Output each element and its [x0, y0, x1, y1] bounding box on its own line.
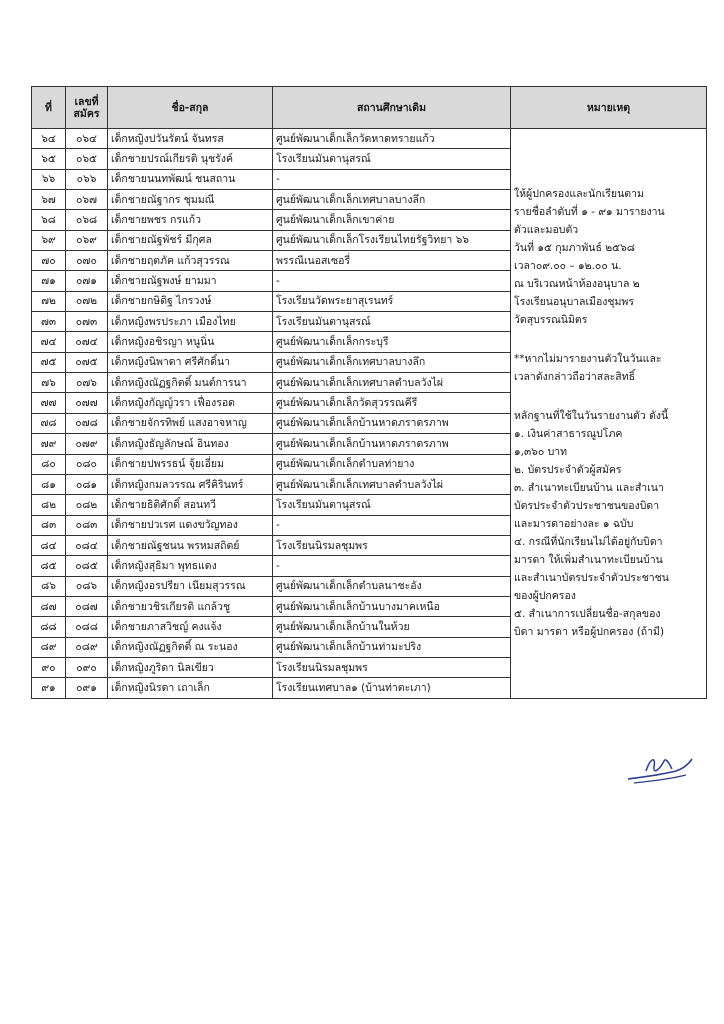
previous-school-cell: โรงเรียนมันตานุสรณ์ [273, 312, 511, 332]
previous-school-cell: ศูนย์พัฒนาเด็กเล็กบ้านหาดภราดรภาพ [273, 413, 511, 433]
previous-school-cell: ศูนย์พัฒนาเด็กเล็กโรงเรียนไทยรัฐวิทยา ๖๖ [273, 230, 511, 250]
application-id-cell: ๐๘๐ [66, 454, 108, 474]
remark-evidence-line: ๓. สำเนาทะเบียนบ้าน และสำเนา [514, 482, 664, 495]
registration-table [31, 86, 707, 699]
previous-school-cell: - [273, 169, 511, 189]
remark-evidence-line: หลักฐานที่ใช้ในวันรายงานตัว ดังนี้ [514, 410, 669, 423]
previous-school-cell: - [273, 515, 511, 535]
row-number-cell: ๗๔ [32, 332, 66, 352]
row-number-cell: ๘๐ [32, 454, 66, 474]
previous-school-cell: โรงเรียนเทศบาล๑ (บ้านท่าตะเภา) [273, 678, 511, 698]
application-id-cell: ๐๙๑ [66, 678, 108, 698]
previous-school-cell: ศูนย์พัฒนาเด็กเล็กวัดหาดทรายแก้ว [273, 129, 511, 149]
remark-schedule-line: โรงเรียนอนุบาลเมืองชุมพร [514, 296, 634, 309]
row-number-cell: ๙๐ [32, 657, 66, 677]
application-id-cell: ๐๗๒ [66, 291, 108, 311]
application-id-cell: ๐๖๖ [66, 169, 108, 189]
remark-evidence-line: ๑,๓๖๐ บาท [514, 446, 568, 459]
application-id-cell: ๐๗๔ [66, 332, 108, 352]
student-name-cell: เด็กหญิงณัฏฐกิตติ์ ณ ระนอง [108, 637, 273, 657]
application-id-cell: ๐๘๕ [66, 556, 108, 576]
remark-schedule-line: ณ บริเวณหน้าห้องอนุบาล ๒ [514, 278, 640, 291]
row-number-cell: ๖๗ [32, 190, 66, 210]
previous-school-cell: ศูนย์พัฒนาเด็กเล็กตำบลนาชะอัง [273, 576, 511, 596]
remark-schedule-line: เวลา๐๙.๐๐ – ๑๒.๐๐ น. [514, 260, 622, 273]
student-name-cell: เด็กหญิงกมลวรรณ ศรีคิรินทร์ [108, 474, 273, 494]
row-number-cell: ๘๙ [32, 637, 66, 657]
student-name-cell: เด็กหญิงนิพาดา ศรีศักดิ์นา [108, 352, 273, 372]
remark-evidence-line: ๔. กรณีที่นักเรียนไม่ได้อยู่กับบิดา [514, 536, 663, 549]
row-number-cell: ๘๓ [32, 515, 66, 535]
row-number-cell: ๗๗ [32, 393, 66, 413]
row-number-cell: ๖๔ [32, 129, 66, 149]
student-name-cell: เด็กชายจักรทิพย์ แสงอาจหาญ [108, 413, 273, 433]
row-number-cell: ๗๐ [32, 251, 66, 271]
student-name-cell: เด็กหญิงกัญญ์วรา เฟื่องรอด [108, 393, 273, 413]
table-row [32, 129, 707, 149]
student-name-cell: เด็กชายณัฐพงษ์ ยามมา [108, 271, 273, 291]
student-name-cell: เด็กชายณัฐชนน พรหมสถิตย์ [108, 535, 273, 555]
student-name-cell: เด็กชายปวเรศ แดงขวัญทอง [108, 515, 273, 535]
row-number-cell: ๖๖ [32, 169, 66, 189]
previous-school-cell: ศูนย์พัฒนาเด็กเล็กบ้านหาดภราดรภาพ [273, 434, 511, 454]
remark-spacer [514, 386, 703, 407]
remark-evidence-line: มารดา ให้เพิ่มสำเนาทะเบียนบ้าน [514, 554, 663, 567]
application-id-cell: ๐๘๒ [66, 495, 108, 515]
row-number-cell: ๘๒ [32, 495, 66, 515]
application-id-cell: ๐๘๑ [66, 474, 108, 494]
student-name-cell: เด็กชายพชร กรแก้ว [108, 210, 273, 230]
student-name-cell: เด็กหญิงภูริดา นิลเขียว [108, 657, 273, 677]
signature-mark [626, 747, 696, 787]
previous-school-cell: ศูนย์พัฒนาเด็กเล็กเทศบาลตำบลวังไผ่ [273, 373, 511, 393]
remark-warning-line: **หากไม่มารายงานตัวในวันและ [514, 353, 662, 366]
previous-school-cell: ศูนย์พัฒนาเด็กเล็กวัดสุวรรณคีรี [273, 393, 511, 413]
row-number-cell: ๖๕ [32, 149, 66, 169]
application-id-cell: ๐๖๘ [66, 210, 108, 230]
previous-school-cell: ศูนย์พัฒนาเด็กเล็กบ้านบางมาคเหนือ [273, 596, 511, 616]
application-id-cell: ๐๘๓ [66, 515, 108, 535]
row-number-cell: ๘๔ [32, 535, 66, 555]
previous-school-cell: ศูนย์พัฒนาเด็กเล็กเทศบาลบางลึก [273, 190, 511, 210]
remark-evidence-line: และมารดาอย่างละ ๑ ฉบับ [514, 518, 634, 531]
application-id-cell: ๐๘๙ [66, 637, 108, 657]
remark-evidence-line: ๕. สำเนาการเปลี่ยนชื่อ-สกุลของ [514, 608, 661, 621]
row-number-cell: ๗๒ [32, 291, 66, 311]
student-name-cell: เด็กชายฤตภัค แก้วสุวรรณ [108, 251, 273, 271]
application-id-cell: ๐๗๖ [66, 373, 108, 393]
header-remarks: หมายเหตุ [511, 87, 707, 129]
student-name-cell: เด็กหญิงอชิรญา หนูนิ่น [108, 332, 273, 352]
application-id-cell: ๐๖๗ [66, 190, 108, 210]
application-id-cell: ๐๗๑ [66, 271, 108, 291]
student-name-cell: เด็กชายปรณ์เกียรติ นุชรังค์ [108, 149, 273, 169]
application-id-cell: ๐๘๘ [66, 617, 108, 637]
previous-school-cell: โรงเรียนวัดพระยาสุเรนทร์ [273, 291, 511, 311]
row-number-cell: ๗๓ [32, 312, 66, 332]
remark-evidence-line: บัตรประจำตัวประชาชนของบิดา [514, 500, 660, 513]
remark-warning-line: เวลาดังกล่าวถือว่าสละสิทธิ์ [514, 371, 636, 384]
student-name-cell: เด็กชายภาสวิชญ์ คงแจ้ง [108, 617, 273, 637]
student-name-cell: เด็กชายกษิดิฐ ไกรวงษ์ [108, 291, 273, 311]
remark-schedule-line: ให้ผู้ปกครองและนักเรียนตาม [514, 188, 644, 201]
student-name-cell: เด็กหญิงนิรดา เถาเล็ก [108, 678, 273, 698]
table-header-row [32, 87, 707, 129]
row-number-cell: ๘๘ [32, 617, 66, 637]
student-name-cell: เด็กชายธิติศักดิ์ สอนทวี [108, 495, 273, 515]
student-name-cell: เด็กหญิงสุธิมา พุทธแดง [108, 556, 273, 576]
remark-evidence-line: บิดา มารดา หรือผู้ปกครอง (ถ้ามี) [514, 626, 665, 639]
remark-evidence-line: และสำเนาบัตรประจำตัวประชาชน [514, 572, 669, 585]
row-number-cell: ๘๕ [32, 556, 66, 576]
header-previous-school: สถานศึกษาเดิม [273, 87, 511, 129]
remark-schedule-line: วัดสุบรรณนิมิตร [514, 314, 588, 327]
header-application-id: เลขที่ สมัคร [66, 87, 108, 129]
row-number-cell: ๘๖ [32, 576, 66, 596]
previous-school-cell: โรงเรียนมันตานุสรณ์ [273, 149, 511, 169]
row-number-cell: ๖๙ [32, 230, 66, 250]
previous-school-cell: - [273, 271, 511, 291]
row-number-cell: ๖๘ [32, 210, 66, 230]
header-no: ที่ [32, 87, 66, 129]
previous-school-cell: โรงเรียนนิรมลชุมพร [273, 535, 511, 555]
application-id-cell: ๐๗๘ [66, 413, 108, 433]
row-number-cell: ๗๖ [32, 373, 66, 393]
table-body [32, 129, 707, 699]
previous-school-cell: ศูนย์พัฒนาเด็กเล็กเทศบาลบางลึก [273, 352, 511, 372]
student-name-cell: เด็กชายนนทพัฒน์ ชนสถาน [108, 169, 273, 189]
header-full-name: ชื่อ-สกุล [108, 87, 273, 129]
application-id-cell: ๐๙๐ [66, 657, 108, 677]
row-number-cell: ๗๙ [32, 434, 66, 454]
previous-school-cell: ศูนย์พัฒนาเด็กเล็กบ้านท่ามะปริง [273, 637, 511, 657]
row-number-cell: ๗๘ [32, 413, 66, 433]
previous-school-cell: โรงเรียนมันตานุสรณ์ [273, 495, 511, 515]
application-id-cell: ๐๘๖ [66, 576, 108, 596]
remark-schedule-line: รายชื่อลำดับที่ ๑ - ๙๑ มารายงาน [514, 206, 665, 219]
row-number-cell: ๘๑ [32, 474, 66, 494]
remark-schedule-line: ตัวและมอบตัว [514, 224, 579, 237]
application-id-cell: ๐๖๔ [66, 129, 108, 149]
previous-school-cell: พรรณีเนอสเซอรี่ [273, 251, 511, 271]
remark-evidence-line: ๑. เงินค่าสาธารณูปโภค [514, 428, 623, 441]
application-id-cell: ๐๘๔ [66, 535, 108, 555]
row-number-cell: ๘๗ [32, 596, 66, 616]
remark-evidence-line: ของผู้ปกครอง [514, 590, 576, 603]
remark-schedule-line: วันที่ ๑๕ กุมภาพันธ์ ๒๕๖๘ [514, 242, 635, 255]
student-name-cell: เด็กหญิงปวันรัตน์ จันทรส [108, 129, 273, 149]
student-name-cell: เด็กชายณัฐากร ชุมมณี [108, 190, 273, 210]
previous-school-cell: ศูนย์พัฒนาเด็กเล็กเขาค่าย [273, 210, 511, 230]
student-name-cell: เด็กชายวชิรเกียรติ แกล้วชู [108, 596, 273, 616]
student-name-cell: เด็กหญิงธัญลักษณ์ อินทอง [108, 434, 273, 454]
application-id-cell: ๐๗๙ [66, 434, 108, 454]
application-id-cell: ๐๗๕ [66, 352, 108, 372]
student-name-cell: เด็กชายณัฐพัชร์ มีกุศล [108, 230, 273, 250]
row-number-cell: ๗๑ [32, 271, 66, 291]
student-name-cell: เด็กหญิงอรปรียา เนียมสุวรรณ [108, 576, 273, 596]
application-id-cell: ๐๘๗ [66, 596, 108, 616]
student-name-cell: เด็กชายปพรรธน์ จุ้ยเอี่ยม [108, 454, 273, 474]
previous-school-cell: ศูนย์พัฒนาเด็กเล็กตำบลท่ายาง [273, 454, 511, 474]
remark-spacer [514, 329, 703, 350]
remark-evidence-line: ๒. บัตรประจำตัวผู้สมัคร [514, 464, 622, 477]
previous-school-cell: - [273, 556, 511, 576]
application-id-cell: ๐๗๓ [66, 312, 108, 332]
row-number-cell: ๙๑ [32, 678, 66, 698]
application-id-cell: ๐๗๐ [66, 251, 108, 271]
previous-school-cell: โรงเรียนนิรมลชุมพร [273, 657, 511, 677]
student-name-cell: เด็กหญิงณัฏฐกิตติ์ มนต์การนา [108, 373, 273, 393]
previous-school-cell: ศูนย์พัฒนาเด็กเล็กเทศบาลตำบลวังไผ่ [273, 474, 511, 494]
previous-school-cell: ศูนย์พัฒนาเด็กเล็กกระบุรี [273, 332, 511, 352]
application-id-cell: ๐๗๗ [66, 393, 108, 413]
remarks-cell [511, 129, 707, 699]
application-id-cell: ๐๖๙ [66, 230, 108, 250]
row-number-cell: ๗๕ [32, 352, 66, 372]
previous-school-cell: ศูนย์พัฒนาเด็กเล็กบ้านในห้วย [273, 617, 511, 637]
student-name-cell: เด็กหญิงพรประภา เมืองไทย [108, 312, 273, 332]
application-id-cell: ๐๖๕ [66, 149, 108, 169]
